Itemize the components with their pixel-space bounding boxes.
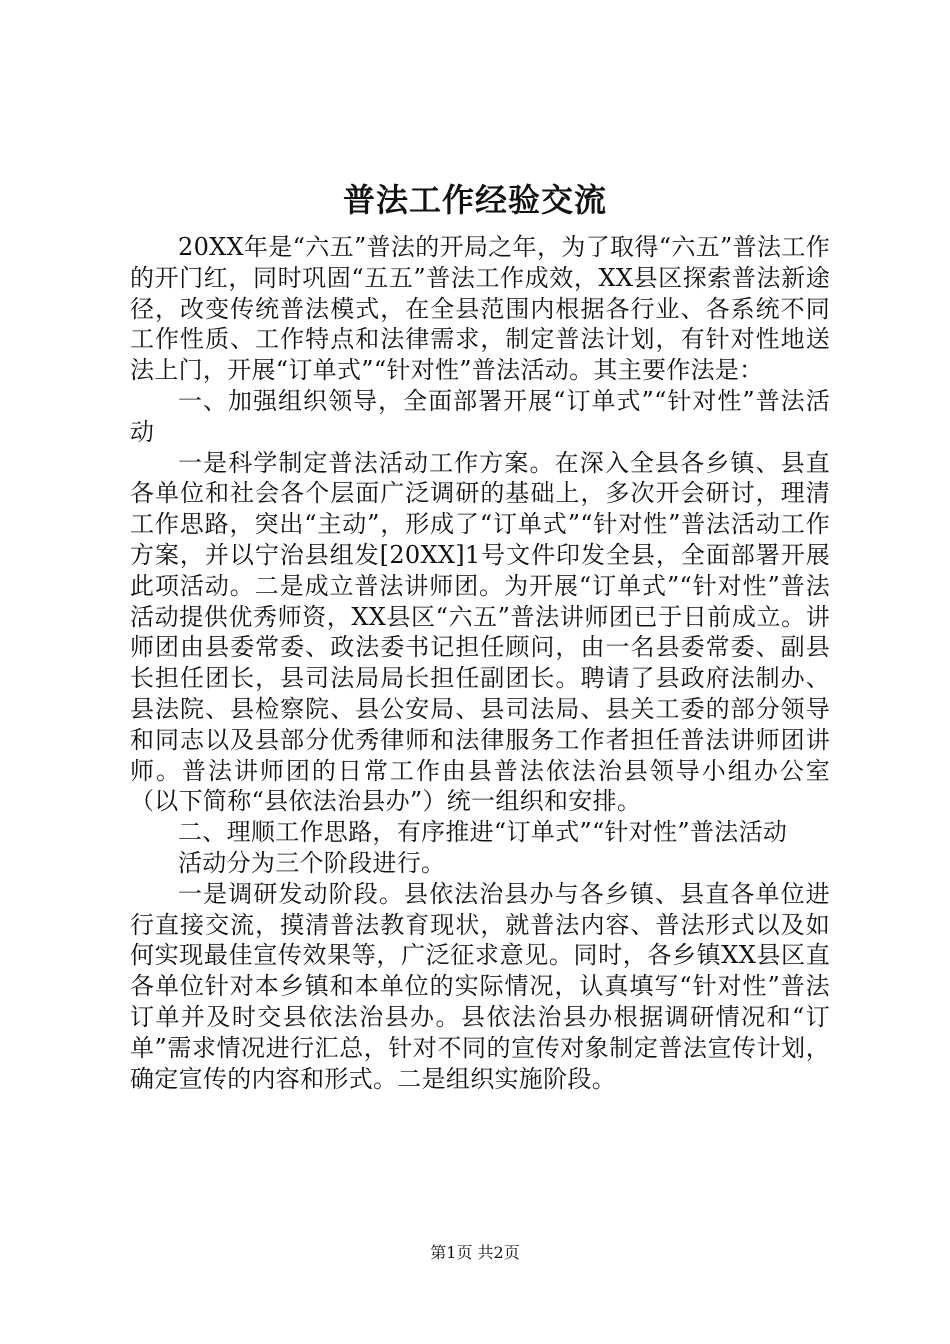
- document-body: [130, 232, 830, 1094]
- paragraph-stages-intro: 活动分为三个阶段进行。: [178, 848, 446, 877]
- document-title: 普法工作经验交流: [342, 181, 607, 219]
- page-footer: 第1页 共2页: [430, 1243, 520, 1262]
- section-heading-1: 一、加强组织领导，全面部署开展“订单式”“针对性”普法活动: [130, 386, 830, 446]
- paragraph-intro: 20XX年是“六五”普法的开局之年，为了取得“六五”普法工作的开门红，同时巩固“五五”普法工作成效，XX县区探索普法新途径，改变传统普法模式，在全县范围内根据各行业、各系统不同工作性质、工作特点和法律需求，制定普法计划，有针对性地送法上门，开展“订单式”“针对性”普法活动。其主要作法是：: [130, 233, 830, 385]
- paragraph-stages: 一是调研发动阶段。县依法治县办与各乡镇、县直各单位进行直接交流，摸清普法教育现状，就普法内容、普法形式以及如何实现最佳宣传效果等，广泛征求意见。同时，各乡镇XX县区直各单位针对本乡镇和本单位的实际情况，认真填写“针对性”普法订单并及时交县依法治县办。县依法治县办根据调研情况和“订单”需求情况进行汇总，针对不同的宣传对象制定普法宣传计划，确定宣传的内容和形式。二是组织实施阶段。: [130, 879, 830, 1093]
- paragraph-section-1: 一是科学制定普法活动工作方案。在深入全县各乡镇、县直各单位和社会各个层面广泛调研的基础上，多次开会研讨，理清工作思路，突出“主动”，形成了“订单式”“针对性”普法活动工作方案，并以宁治县组发[20XX]1号文件印发全县，全面部署开展此项活动。二是成立普法讲师团。为开展“订单式”“针对性”普法活动提供优秀师资，XX县区“六五”普法讲师团已于日前成立。讲师团由县委常委、政法委书记担任顾问，由一名县委常委、副县长担任团长，县司法局局长担任副团长。聘请了县政府法制办、县法院、县检察院、县公安局、县司法局、县关工委的部分领导和同志以及县部分优秀律师和法律服务工作者担任普法讲师团讲师。普法讲师团的日常工作由县普法依法治县领导小组办公室（以下简称“县依法治县办”）统一组织和安排。: [130, 448, 830, 816]
- section-heading-2: 二、理顺工作思路，有序推进“订单式”“针对性”普法活动: [178, 818, 788, 847]
